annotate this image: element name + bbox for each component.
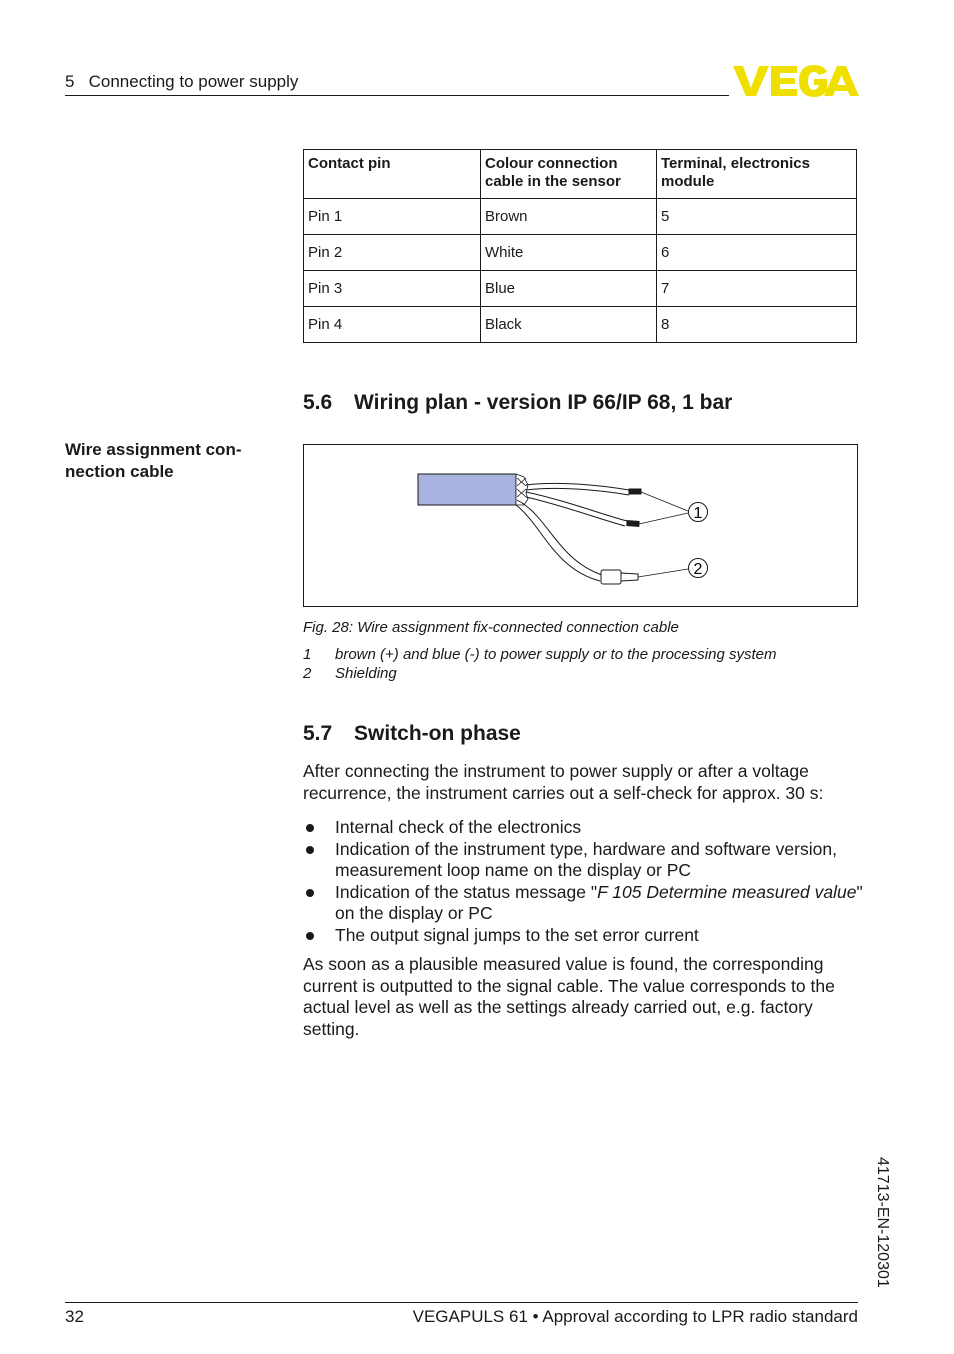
table-cell: Pin 2 bbox=[304, 235, 481, 271]
table-cell: 5 bbox=[657, 199, 857, 235]
margin-note: Wire assignment con-nection cable bbox=[65, 440, 242, 481]
callout-leaders bbox=[638, 492, 688, 577]
bullet-icon bbox=[306, 824, 314, 832]
list-item-text: Indication of the instrument type, hardware and software version, measurement loop name on the display or PC bbox=[335, 838, 837, 880]
footer-rule bbox=[65, 1302, 858, 1303]
table-row bbox=[304, 199, 857, 235]
running-header: 5 Connecting to power supply bbox=[65, 72, 299, 91]
pin-assignment-table bbox=[303, 149, 857, 343]
column-header: Contact pin bbox=[304, 150, 481, 199]
table-row bbox=[304, 307, 857, 343]
cable-diagram bbox=[304, 445, 857, 606]
header-rule bbox=[65, 95, 729, 96]
list-item-text-pre: Indication of the status message " bbox=[335, 881, 598, 902]
table-cell: Brown bbox=[481, 199, 657, 235]
table-cell: White bbox=[481, 235, 657, 271]
list-item-text bbox=[335, 882, 863, 924]
bullet-icon bbox=[306, 932, 314, 940]
list-item bbox=[303, 925, 863, 947]
table-row bbox=[304, 271, 857, 307]
legend-text: Shielding bbox=[335, 665, 397, 682]
list-item bbox=[303, 839, 863, 882]
table-cell: Pin 4 bbox=[304, 307, 481, 343]
table-header-row bbox=[304, 150, 857, 199]
shielding-wire bbox=[516, 503, 638, 584]
status-message: F 105 Determine measured value bbox=[597, 881, 857, 902]
table-row bbox=[304, 235, 857, 271]
intro-paragraph: After connecting the instrument to power supply or after a voltage recurrence, the instrument carries out a self-check for approx. 30 s: bbox=[303, 761, 824, 803]
section-title: Wiring plan - version IP 66/IP 68, 1 bar bbox=[354, 391, 733, 414]
callout-2-label: 2 bbox=[693, 561, 703, 578]
figure-caption: Fig. 28: Wire assignment fix-connected connection cable bbox=[303, 619, 679, 636]
section-number: 5.7 bbox=[303, 722, 333, 745]
cable-body bbox=[418, 474, 516, 505]
list-item-text-post: " on the display or PC bbox=[335, 881, 863, 923]
table-cell: 8 bbox=[657, 307, 857, 343]
wiring-figure bbox=[303, 444, 858, 607]
table-cell: Blue bbox=[481, 271, 657, 307]
column-header: Colour connection cable in the sensor bbox=[481, 150, 657, 199]
page-number: 32 bbox=[65, 1307, 84, 1326]
table-cell: 7 bbox=[657, 271, 857, 307]
table-cell: Black bbox=[481, 307, 657, 343]
section-heading-5-7 bbox=[303, 722, 521, 746]
legend-number: 1 bbox=[303, 646, 312, 663]
list-item-text: Internal check of the electronics bbox=[335, 817, 582, 837]
wire-blue bbox=[526, 492, 639, 526]
list-item bbox=[303, 882, 863, 925]
footer-title: VEGAPULS 61 • Approval according to LPR radio standard bbox=[412, 1307, 858, 1326]
figure-legend bbox=[303, 645, 776, 683]
callout-1-label: 1 bbox=[693, 505, 703, 522]
vega-logo bbox=[733, 64, 859, 98]
list-item bbox=[303, 817, 863, 839]
legend-item bbox=[303, 664, 776, 683]
list-item-text: The output signal jumps to the set error current bbox=[335, 924, 699, 945]
wire-brown bbox=[526, 483, 641, 495]
table-cell: 6 bbox=[657, 235, 857, 271]
legend-item bbox=[303, 645, 776, 664]
bullet-icon bbox=[306, 846, 314, 854]
table-cell: Pin 1 bbox=[304, 199, 481, 235]
document-id: 41713-EN-120301 bbox=[874, 1157, 891, 1288]
column-header: Terminal, electronics module bbox=[657, 150, 857, 199]
section-number: 5.6 bbox=[303, 391, 333, 414]
callout-2 bbox=[689, 559, 708, 579]
legend-text: brown (+) and blue (-) to power supply or to the processing system bbox=[335, 646, 777, 663]
outro-paragraph: As soon as a plausible measured value is found, the corresponding current is outputted to the signal cable. The value corresponds to the actual level as well as the settings already carried out, e.g. factory setting. bbox=[303, 954, 835, 1039]
callout-1 bbox=[689, 503, 708, 523]
legend-number: 2 bbox=[303, 665, 312, 682]
section-heading-5-6 bbox=[303, 391, 732, 415]
table-cell: Pin 3 bbox=[304, 271, 481, 307]
self-check-list bbox=[303, 817, 863, 946]
section-title: Switch-on phase bbox=[354, 722, 521, 745]
bullet-icon bbox=[306, 889, 314, 897]
